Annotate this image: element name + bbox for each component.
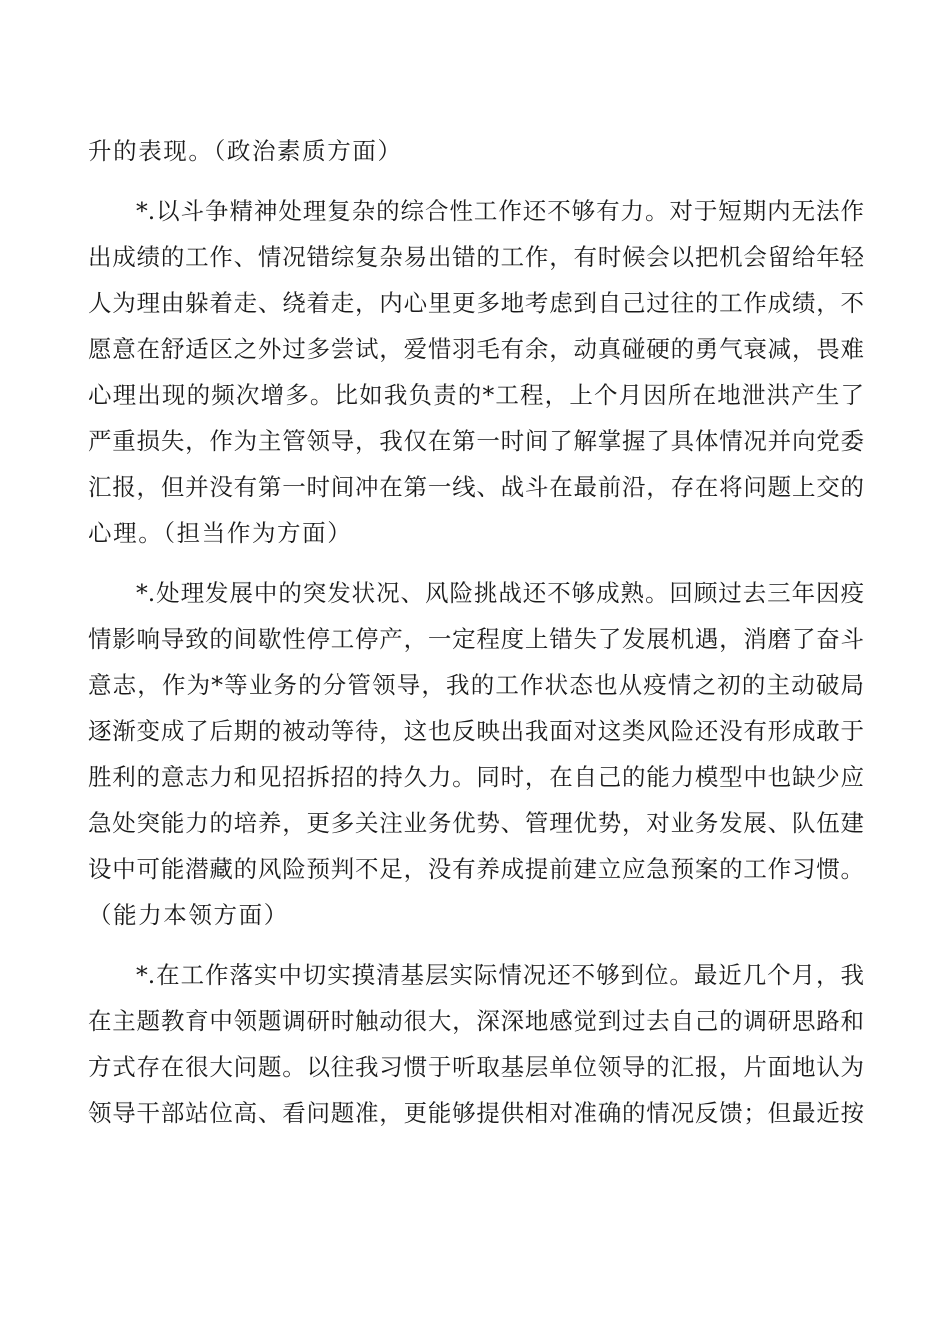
text-line: 汇报，但并没有第一时间冲在第一线、战斗在最前沿，存在将问题上交的 [88, 473, 864, 501]
text-line: *.以斗争精神处理复杂的综合性工作还不够有力。对于短期内无法作 [136, 197, 864, 225]
paragraph-responsibility [88, 188, 864, 556]
text-line: 心理。（担当作为方面） [88, 519, 353, 547]
text-line: 出成绩的工作、情况错综复杂易出错的工作，有时候会以把机会留给年轻 [88, 243, 864, 271]
document-body [88, 128, 864, 1136]
text-line: 严重损失，作为主管领导，我仅在第一时间了解掌握了具体情况并向党委 [88, 427, 864, 455]
text-line: 愿意在舒适区之外过多尝试，爱惜羽毛有余，动真碰硬的勇气衰减，畏难 [88, 335, 864, 363]
text-line: 设中可能潜藏的风险预判不足，没有养成提前建立应急预案的工作习惯。 [88, 855, 864, 883]
text-line: 方式存在很大问题。以往我习惯于听取基层单位领导的汇报，片面地认为 [88, 1053, 864, 1081]
text-line: *.处理发展中的突发状况、风险挑战还不够成熟。回顾过去三年因疫 [136, 579, 864, 607]
text-line: 胜利的意志力和见招拆招的持久力。同时，在自己的能力模型中也缺少应 [88, 763, 864, 791]
paragraph-ability [88, 570, 864, 938]
text-line: 升的表现。（政治素质方面） [88, 137, 403, 165]
paragraph-grassroots [88, 952, 864, 1136]
text-line: 急处突能力的培养，更多关注业务优势、管理优势，对业务发展、队伍建 [88, 809, 864, 837]
text-line: 在主题教育中领题调研时触动很大，深深地感觉到过去自己的调研思路和 [88, 1007, 864, 1035]
text-line: 情影响导致的间歇性停工停产，一定程度上错失了发展机遇，消磨了奋斗 [88, 625, 864, 653]
text-line: 领导干部站位高、看问题准，更能够提供相对准确的情况反馈；但最近按 [88, 1099, 864, 1127]
text-line: 意志，作为*等业务的分管领导，我的工作状态也从疫情之初的主动破局 [88, 671, 864, 699]
text-line: *.在工作落实中切实摸清基层实际情况还不够到位。最近几个月，我 [136, 961, 864, 989]
text-line: （能力本领方面） [88, 901, 289, 929]
text-line: 心理出现的频次增多。比如我负责的*工程，上个月因所在地泄洪产生了 [88, 381, 864, 409]
text-line: 人为理由躲着走、绕着走，内心里更多地考虑到自己过往的工作成绩，不 [88, 289, 864, 317]
text-line: 逐渐变成了后期的被动等待，这也反映出我面对这类风险还没有形成敢于 [88, 717, 864, 745]
paragraph-political-quality-end [88, 128, 864, 174]
